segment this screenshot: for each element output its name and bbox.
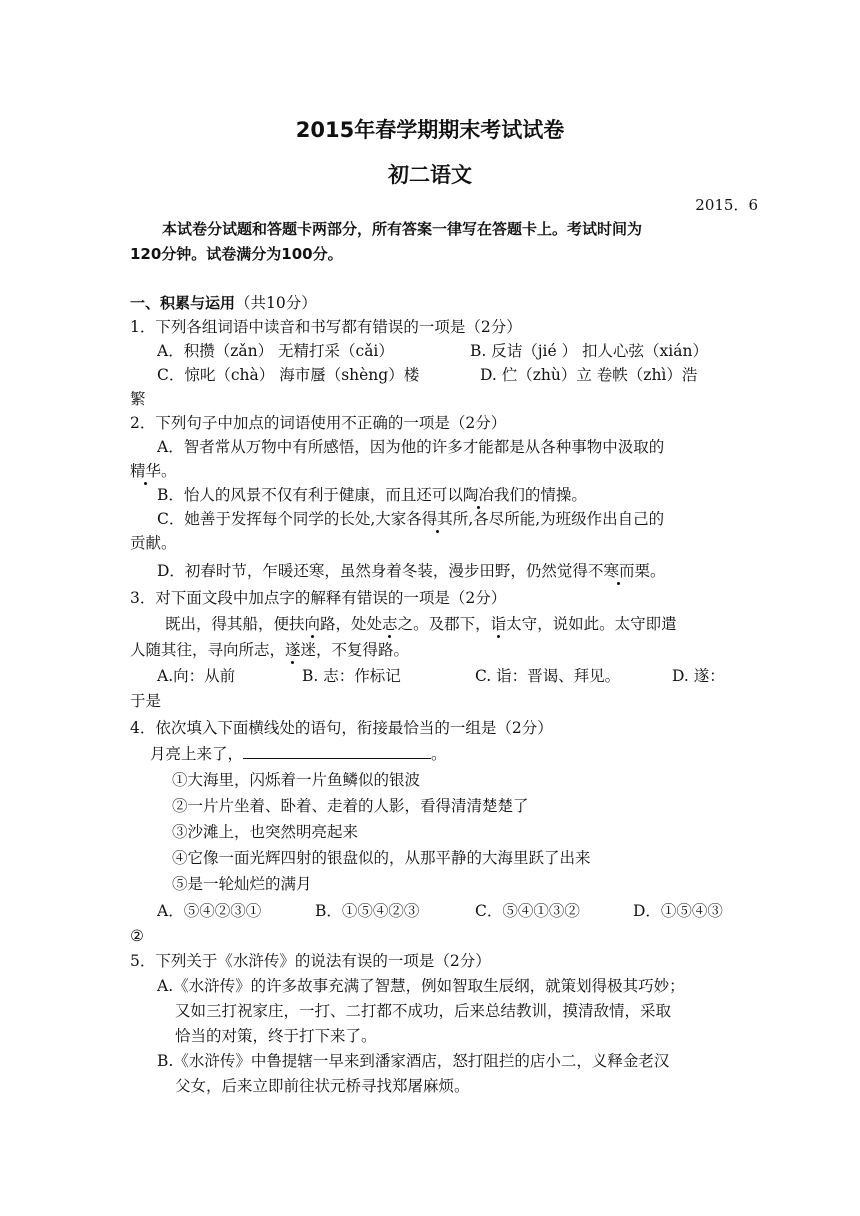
q2-option-c-line2: 贡献。 bbox=[130, 534, 177, 552]
q5-option-a-line3: 恰当的对策，终于打下来了。 bbox=[175, 1027, 377, 1045]
q3-option-a: A.向：从前 bbox=[157, 667, 236, 685]
q4-item: ②一片片坐着、卧着、走着的人影，看得清清楚楚了 bbox=[172, 797, 529, 815]
q5-option-a-line2: 又如三打祝家庄，一打、二打都不成功，后来总结教训，摸清敌情，采取 bbox=[175, 1002, 672, 1020]
q2-option-c-dotted: 各得其所 bbox=[406, 510, 469, 528]
q3-option-b: B. 志：作标记 bbox=[302, 667, 401, 685]
q2-option-d bbox=[157, 560, 665, 582]
intro-line-1: 本试卷分试题和答题卡两部分，所有答案一律写在答题卡上。考试时间为 bbox=[162, 220, 643, 238]
q4-option-d: D．①⑤④③ bbox=[633, 902, 723, 920]
q3-passage-seg: 既出，得其船，便扶 bbox=[165, 615, 305, 633]
q5-stem: 5．下列关于《水浒传》的说法有误的一项是（2分） bbox=[130, 952, 491, 970]
intro-line-2: 120分钟。试卷满分为100分。 bbox=[130, 245, 343, 263]
q1-option-a: A．积攒（zǎn） 无精打采（cǎi） bbox=[157, 342, 394, 360]
q3-passage-line2 bbox=[130, 639, 409, 661]
q3-passage-seg: 之。及郡下， bbox=[397, 615, 491, 633]
exam-subtitle: 初二语文 bbox=[388, 163, 472, 187]
q2-option-b-pre: B．怡人的风景不仅有利于健康，而且还可以 bbox=[157, 486, 463, 504]
q4-item: ③沙滩上，也突然明亮起来 bbox=[172, 823, 359, 841]
q2-stem: 2．下列句子中加点的词语使用不正确的一项是（2分） bbox=[130, 414, 507, 432]
q1-option-d-cont: 繁 bbox=[130, 390, 146, 408]
q2-option-d-dotted: 不寒而栗 bbox=[587, 562, 650, 580]
q4-item: ①大海里，闪烁着一片鱼鳞似的银波 bbox=[172, 771, 421, 789]
q3-dotted-sui: 遂 bbox=[285, 641, 301, 659]
q2-option-c-line1 bbox=[157, 508, 664, 530]
section-1-heading-rest: （共10分） bbox=[235, 294, 317, 312]
q5-option-b-line2: 父女，后来立即前往状元桥寻找郑屠麻烦。 bbox=[175, 1077, 470, 1095]
q4-lead-end: 。 bbox=[431, 745, 447, 763]
q4-option-d-cont: ② bbox=[130, 927, 144, 945]
q2-option-c-post: ,各尽所能,为班级作出自己的 bbox=[468, 510, 665, 528]
q1-option-d: D. 伫（zhù）立 卷帙（zhì）浩 bbox=[480, 366, 698, 384]
q4-stem: 4．依次填入下面横线处的语句，衔接最恰当的一组是（2分） bbox=[130, 719, 553, 737]
q4-option-b: B．①⑤④②③ bbox=[315, 902, 420, 920]
q3-passage-seg: 路，处处 bbox=[320, 615, 383, 633]
q5-option-b-line1: B.《水浒传》中鲁提辖一早来到潘家酒店，怒打阻拦的店小二，义释金老汉 bbox=[157, 1052, 670, 1070]
q2-option-a-dotted: 精华 bbox=[130, 462, 162, 480]
q3-option-d: D. 遂： bbox=[672, 667, 725, 685]
section-1-heading bbox=[130, 292, 317, 314]
q3-stem: 3．对下面文段中加点字的解释有错误的一项是（2分） bbox=[130, 589, 507, 607]
q3-option-d-cont: 于是 bbox=[130, 692, 162, 710]
section-1-heading-bold: 一、积累与运用 bbox=[130, 294, 236, 312]
q3-option-c: C. 诣：晋谒、拜见。 bbox=[475, 667, 621, 685]
q1-option-b: B. 反诘（jié ） 扣人心弦（xián） bbox=[470, 342, 708, 360]
q3-dotted-xiang: 向 bbox=[304, 615, 321, 633]
q2-option-a-rest: 。 bbox=[161, 462, 177, 480]
q4-item: ⑤是一轮灿烂的满月 bbox=[172, 875, 312, 893]
exam-date: 2015．6 bbox=[695, 196, 758, 214]
q3-passage-seg: 迷，不复得路。 bbox=[300, 641, 410, 659]
q4-blank-line bbox=[243, 743, 431, 759]
q2-option-d-pre: D．初春时节，乍暖还寒，虽然身着冬装，漫步田野，仍然觉得 bbox=[157, 562, 588, 580]
q1-stem: 1．下列各组词语中读音和书写都有错误的一项是（2分） bbox=[130, 318, 522, 336]
q2-option-c-pre: C．她善于发挥每个同学的长处,大家 bbox=[157, 510, 407, 528]
q3-passage-seg: 太守，说如此。太守即遣 bbox=[506, 615, 677, 633]
q2-option-b-dotted: 陶冶 bbox=[462, 486, 494, 504]
q4-item: ④它像一面光辉四射的银盘似的，从那平静的大海里跃了出来 bbox=[172, 849, 591, 867]
q4-lead-text: 月亮上来了， bbox=[150, 745, 244, 763]
q2-option-a-line1: A．智者常从万物中有所感悟，因为他的许多才能都是从各种事物中汲取的 bbox=[157, 438, 665, 456]
q3-dotted-yi: 诣 bbox=[490, 615, 507, 633]
q5-option-a-line1: A.《水浒传》的许多故事充满了智慧，例如智取生辰纲，就策划得极其巧妙； bbox=[157, 977, 685, 995]
q2-option-b bbox=[157, 484, 587, 506]
q4-lead bbox=[150, 743, 447, 765]
q1-option-c: C．惊叱（chà） 海市蜃（shèng）楼 bbox=[157, 366, 420, 384]
q3-passage-line1 bbox=[165, 613, 677, 635]
q4-option-c: C．⑤④①③② bbox=[475, 902, 580, 920]
q4-option-a: A．⑤④②③① bbox=[157, 902, 262, 920]
q3-dotted-zhi: 志 bbox=[382, 615, 398, 633]
q2-option-a-line2 bbox=[130, 460, 177, 482]
q3-passage-seg: 人随其往，寻向所志， bbox=[130, 641, 286, 659]
exam-title: 2015年春学期期末考试试卷 bbox=[295, 118, 565, 142]
q2-option-b-post: 我们的情操。 bbox=[493, 486, 587, 504]
q2-option-d-post: 。 bbox=[649, 562, 666, 580]
